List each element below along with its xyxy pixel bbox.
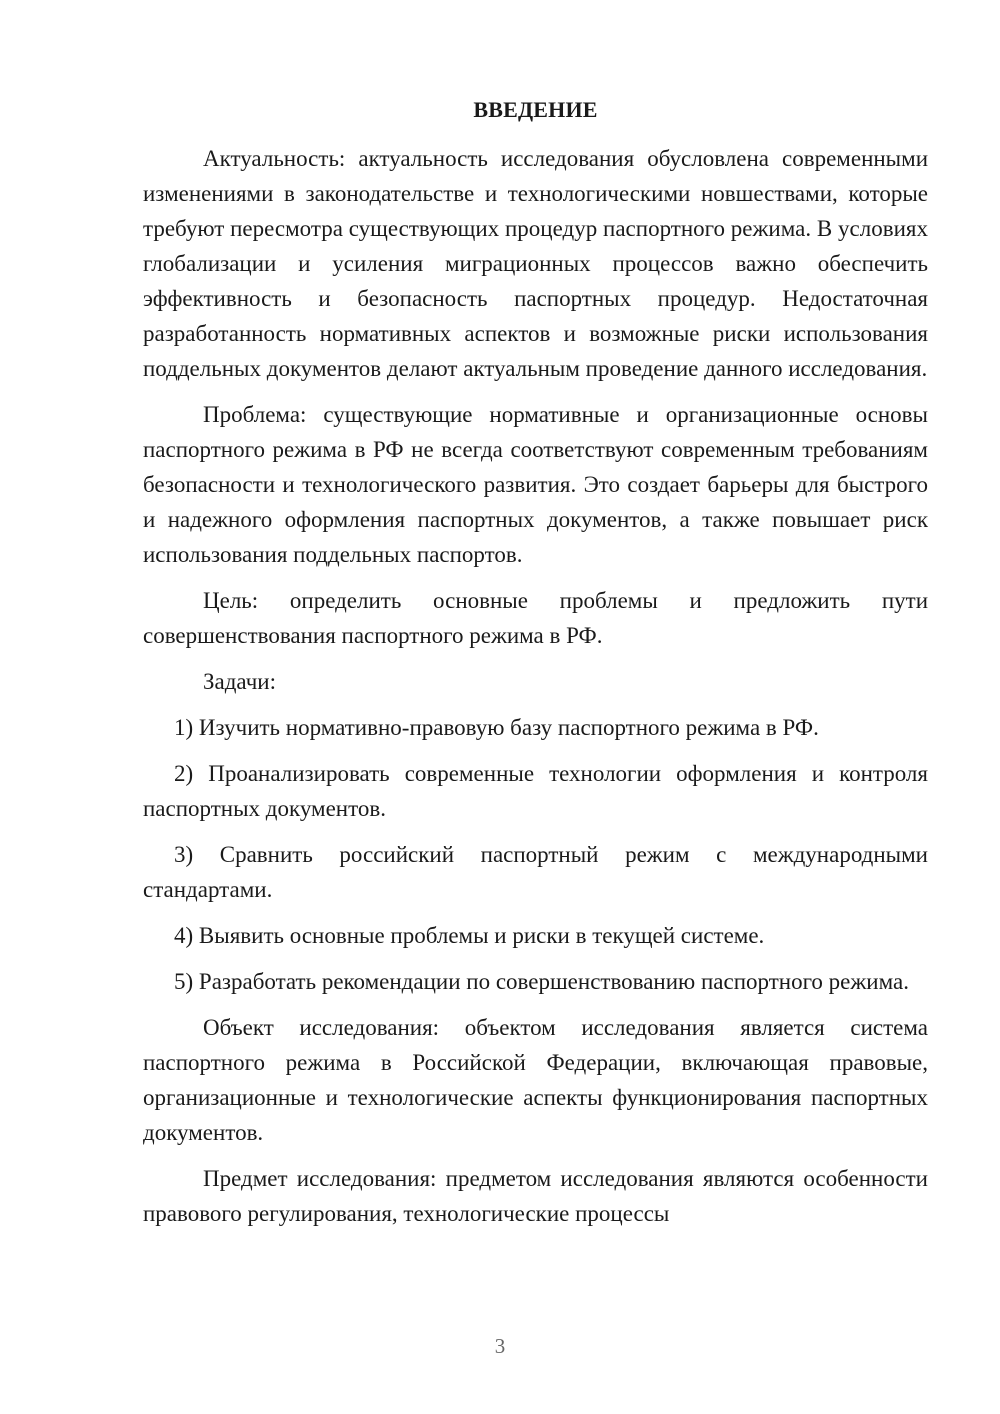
task-item: 1) Изучить нормативно-правовую базу паспортного режима в РФ. [174, 715, 819, 740]
tasks-heading: Задачи: [203, 669, 276, 694]
paragraph-relevance: Актуальность: актуальность исследования обусловлена современными изменениями в законодательстве и технологическими новшествами, которые требуют пересмотра существующих процедур паспортного режима. В условиях глобализации и усиления миграционных процессов важно обеспечить эффективность и безопасность паспортных процедур. Недостаточная разработанность нормативных аспектов и возможные риски использования поддельных документов делают актуальным проведение данного исследования. [143, 146, 928, 381]
page-content [143, 95, 928, 1242]
task-item: 4) Выявить основные проблемы и риски в текущей системе. [174, 923, 765, 948]
paragraph-subject: Предмет исследования: предметом исследования являются особенности правового регулирования, технологические процессы [143, 1166, 928, 1226]
paragraph-goal: Цель: определить основные проблемы и предложить пути совершенствования паспортного режима в РФ. [143, 588, 928, 648]
paragraph-problem: Проблема: существующие нормативные и организационные основы паспортного режима в РФ не всегда соответствуют современным требованиям безопасности и технологического развития. Это создает барьеры для быстрого и надежного оформления паспортных документов, а также повышает риск использования поддельных паспортов. [143, 402, 928, 567]
section-title: ВВЕДЕНИЕ [473, 97, 598, 122]
task-item: 3) Сравнить российский паспортный режим с международными стандартами. [143, 842, 928, 902]
paragraph-object: Объект исследования: объектом исследования является система паспортного режима в Российской Федерации, включающая правовые, организационные и технологические аспекты функционирования паспортных документов. [143, 1015, 928, 1145]
task-item: 5) Разработать рекомендации по совершенствованию паспортного режима. [174, 969, 909, 994]
page-number: 3 [494, 1334, 506, 1358]
task-item: 2) Проанализировать современные технологии оформления и контроля паспортных документов. [143, 761, 928, 821]
